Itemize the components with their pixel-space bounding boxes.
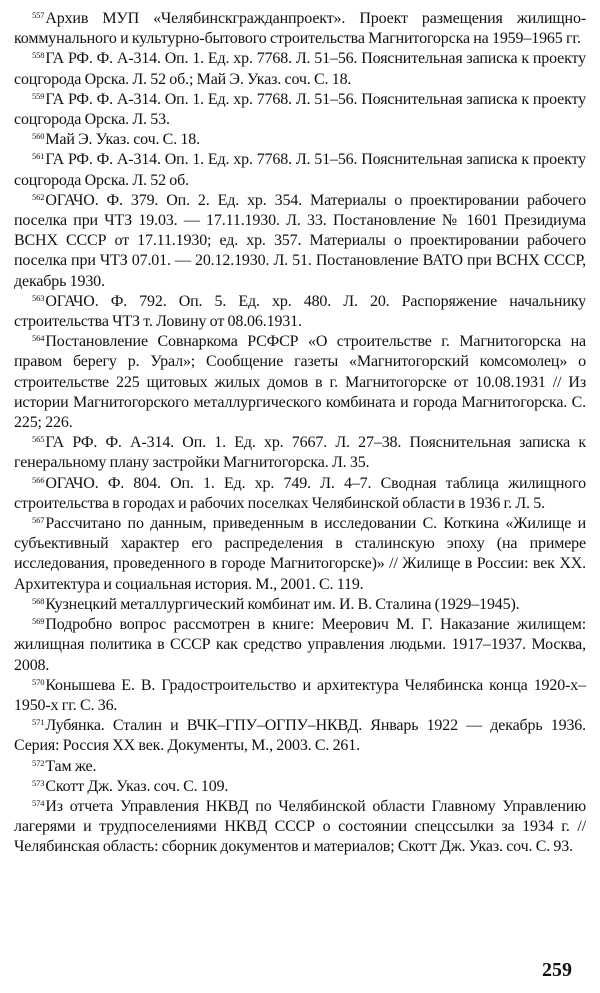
footnote-569 [14,615,586,676]
footnote-text: Май Э. Указ. соч. С. 18. [45,131,200,149]
footnote-text: Рассчитано по данным, приведенным в исследовании С. Коткина «Жилище и субъективный характер его распределения в сталинскую эпоху (на примере исследования, проведенного в городе Магнитогорске)» // Жилище в России: век XX. Архитектура и социальная история. М., 2001. С. 119. [14,515,586,593]
footnote-number: 573 [32,777,45,788]
footnote-text: ОГАЧО. Ф. 379. Оп. 2. Ед. хр. 354. Материалы о проектировании рабочего поселка при ЧТЗ 19.03. — 17.11.1930. Л. 33. Постановление № 1601 Президиума ВСНХ СССР от 17.11.1930; ед. хр. 357. Материалы о проектировании рабочего поселка при ЧТЗ 07.01. — 20.12.1930. Л. 51. Постановление ВАТО при ВСНХ СССР, декабрь 1930. [14,191,586,290]
footnote-number: 572 [32,757,45,768]
footnote-557 [14,9,586,49]
footnote-text: Конышева Е. В. Градостроительство и архитектура Челябинска конца 1920-х–1950-х гг. С. 36. [14,676,586,714]
footnote-568 [14,595,586,615]
footnote-text: ГА РФ. Ф. А-314. Оп. 1. Ед. хр. 7667. Л. 27–38. Пояснительная записка к генеральному плану застройки Магнитогорска. Л. 35. [14,434,586,472]
footnote-number: 574 [32,797,45,808]
footnote-text: Скотт Дж. Указ. соч. С. 109. [45,777,229,795]
footnote-number: 571 [32,717,45,728]
footnote-number: 560 [32,131,45,142]
footnote-number: 568 [32,595,45,606]
footnote-561 [14,150,586,190]
footnote-570 [14,676,586,716]
footnote-574 [14,797,586,858]
footnote-text: ГА РФ. Ф. А-314. Оп. 1. Ед. хр. 7768. Л. 51–56. Пояснительная записка к проекту соцгорода Орска. Л. 53. [14,90,586,129]
footnote-571 [14,716,586,756]
footnote-572 [14,757,586,777]
footnote-number: 557 [32,10,45,20]
footnote-number: 570 [32,676,45,687]
footnote-text: Постановление Совнаркома РСФСР «О строительстве г. Магнитогорска на правом берегу р. Урал»; Сообщение газеты «Магнитогорский комсомолец» о строительстве 225 щитовых жилых домов в г. Магнитогорске от 10.08.1931 // Из истории Магнитогорского металлургического комбината и города Магнитогорска. С. 225; 226. [14,333,586,432]
footnote-text: Там же. [45,757,97,775]
footnotes-section [14,9,586,858]
page-number: 259 [542,959,572,981]
footnote-564 [14,332,586,433]
footnote-565 [14,433,586,473]
footnote-558 [14,49,586,89]
footnote-text: Архив МУП «Челябинскгражданпроект». Проект размещения жилищно-коммунального и культурно-бытового строительства Магнитогорска на 1959–1965 гг. [14,10,586,48]
footnote-number: 567 [32,515,45,526]
footnote-text: Подробно вопрос рассмотрен в книге: Меерович М. Г. Наказание жилищем: жилищная политика в СССР как средство управления людьми. 1917–1937. Москва, 2008. [14,616,586,674]
footnote-number: 564 [32,333,45,344]
footnote-text: ОГАЧО. Ф. 804. Оп. 1. Ед. хр. 749. Л. 4–7. Сводная таблица жилищного строительства в городах и рабочих поселках Челябинской области в 1936 г. Л. 5. [14,474,586,512]
footnote-text: Кузнецкий металлургический комбинат им. И. В. Сталина (1929–1945). [45,595,520,613]
footnote-573 [14,777,586,797]
footnote-text: ГА РФ. Ф. А-314. Оп. 1. Ед. хр. 7768. Л. 51–56. Пояснительная записка к проекту соцгорода Орска. Л. 52 об. [14,151,586,189]
footnote-563 [14,292,586,332]
footnote-number: 563 [32,292,45,303]
footnote-text: ОГАЧО. Ф. 792. Оп. 5. Ед. хр. 480. Л. 20. Распоряжение начальнику строительства ЧТЗ т. Ловину от 08.06.1931. [14,292,586,331]
footnote-text: Лубянка. Сталин и ВЧК–ГПУ–ОГПУ–НКВД. Январь 1922 — декабрь 1936. Серия: Россия XX век. Документы, М., 2003. С. 261. [14,717,586,755]
footnote-562 [14,191,586,292]
footnote-text: ГА РФ. Ф. А-314. Оп. 1. Ед. хр. 7768. Л. 51–56. Пояснительная записка к проекту соцгорода Орска. Л. 52 об.; Май Э. Указ. соч. С. 18. [14,50,586,88]
footnote-text: Из отчета Управления НКВД по Челябинской области Главному Управлению лагерями и трудпоселениями НКВД СССР о состоянии спецссылки за 1934 г. // Челябинская область: сборник документов и материалов; Скотт Дж. Указ. соч. С. 93. [14,797,586,856]
footnote-number: 561 [32,151,45,162]
footnote-566 [14,474,586,514]
footnote-567 [14,514,586,595]
footnote-number: 562 [32,191,45,202]
footnote-559 [14,90,586,130]
footnote-number: 558 [32,50,45,61]
footnote-560 [14,130,586,150]
footnote-number: 569 [32,616,45,627]
footnote-number: 559 [32,90,45,101]
footnote-number: 565 [32,434,45,445]
footnote-number: 566 [32,474,45,485]
